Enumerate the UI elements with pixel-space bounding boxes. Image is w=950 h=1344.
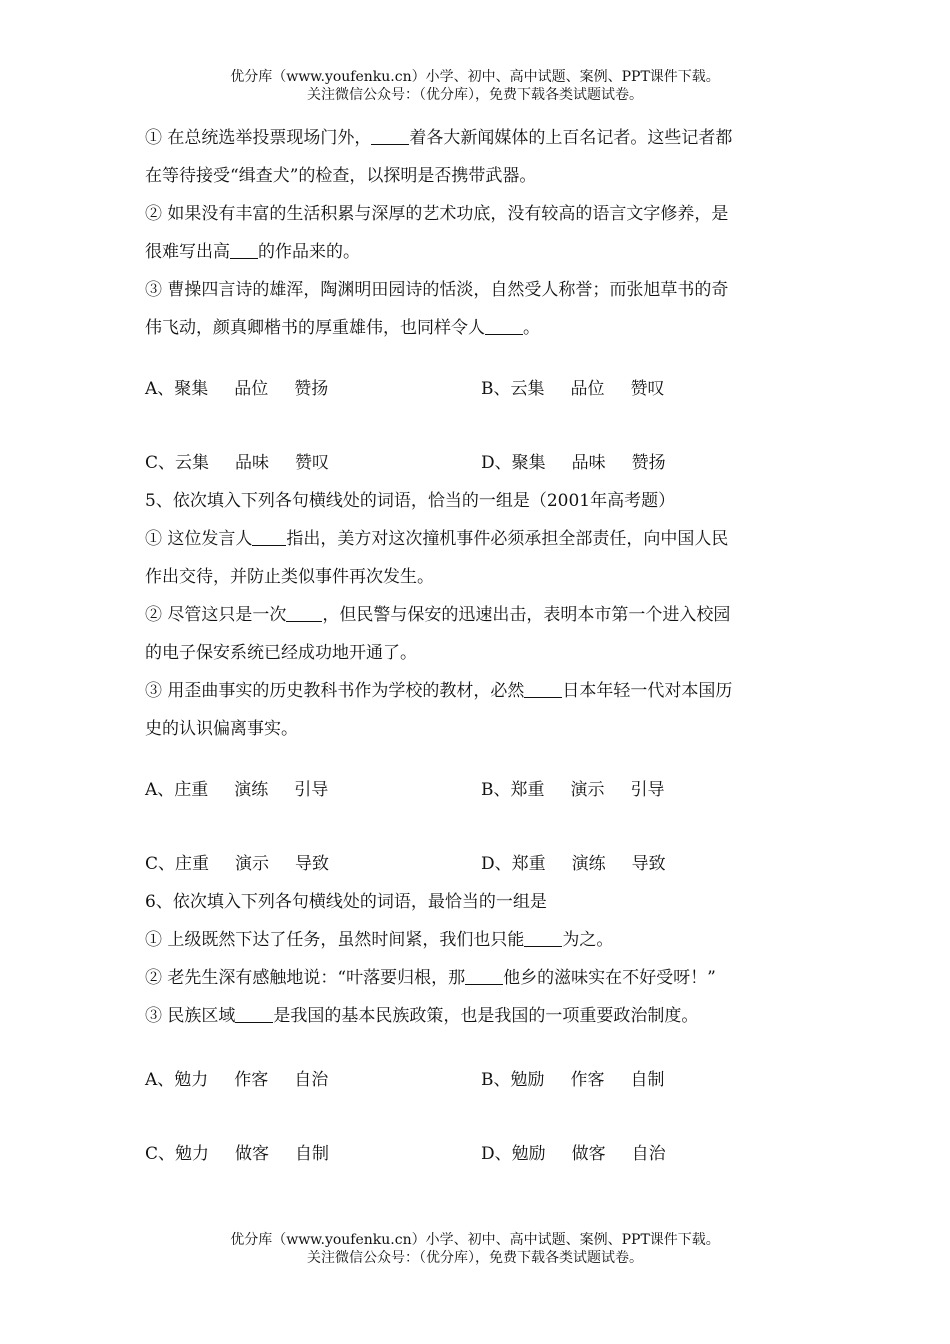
q4-sentence-3a: ③ 曹操四言诗的雄浑，陶渊明田园诗的恬淡，自然受人称誉；而张旭草书的奇 (145, 280, 729, 300)
page-footer (0, 1231, 950, 1267)
footer-line-2: 关注微信公众号：（优分库），免费下载各类试题试卷。 (307, 1250, 643, 1266)
blank-line (485, 316, 523, 335)
q5-options-row-1 (145, 771, 815, 809)
q4-sentence-1a: ① 在总统选举投票现场门外， 着各大新闻媒体的上百名记者。这些记者都 (145, 128, 733, 148)
blank-line (286, 603, 322, 622)
q5-sentence-2b: 的电子保安系统已经成功地开通了。 (145, 643, 417, 663)
q4-sentence-3b: 伟飞动，颜真卿楷书的厚重雄伟，也同样令人 。 (145, 318, 540, 338)
option-a[interactable]: A、聚集 品位 赞扬 (145, 379, 329, 399)
option-d[interactable]: D、勉励 做客 自治 (481, 1144, 666, 1164)
option-a[interactable]: A、庄重 演练 引导 (145, 780, 329, 800)
q5-sentence-2a: ② 尽管这只是一次 ，但民警与保安的迅速出击，表明本市第一个进入校园 (145, 605, 731, 625)
q6-sentence-2: ② 老先生深有感触地说：“叶落要归根，那 他乡的滋味实在不好受呀！” (145, 968, 716, 988)
option-b[interactable]: B、勉励 作客 自制 (481, 1070, 665, 1090)
option-c[interactable]: C、庄重 演示 导致 (145, 854, 330, 874)
footer-line-1: 优分库（www.youfenku.cn）小学、初中、高中试题、案例、PPT课件下载。 (230, 1232, 720, 1248)
option-c[interactable]: C、勉力 做客 自制 (145, 1144, 330, 1164)
q4-options-row-1 (145, 370, 815, 408)
q5-options-row-2 (145, 845, 815, 883)
q5-sentence-3b: 史的认识偏离事实。 (145, 719, 298, 739)
option-d[interactable]: D、郑重 演练 导致 (481, 854, 666, 874)
blank-line (371, 126, 409, 145)
blank-line (230, 240, 258, 259)
q6-sentence-3: ③ 民族区域 是我国的基本民族政策，也是我国的一项重要政治制度。 (145, 1006, 699, 1026)
option-b[interactable]: B、云集 品位 赞叹 (481, 379, 665, 399)
q4-options-row-2 (145, 444, 815, 482)
q4-sentence-2b: 很难写出高 的作品来的。 (145, 242, 360, 262)
q5-sentence-1a: ① 这位发言人 指出，美方对这次撞机事件必须承担全部责任，向中国人民 (145, 529, 729, 549)
blank-line (524, 679, 562, 698)
q6-options-row-2 (145, 1135, 815, 1173)
q6-options-row-1 (145, 1061, 815, 1099)
q6-title: 6、依次填入下列各句横线处的词语，最恰当的一组是 (145, 892, 547, 912)
question-content (145, 119, 815, 1173)
q6-sentence-1: ① 上级既然下达了任务，虽然时间紧，我们也只能 为之。 (145, 930, 614, 950)
q5-sentence-3a: ③ 用歪曲事实的历史教科书作为学校的教材，必然 日本年轻一代对本国历 (145, 681, 733, 701)
option-a[interactable]: A、勉力 作客 自治 (145, 1070, 329, 1090)
q4-sentence-1b: 在等待接受“缉查犬”的检查，以探明是否携带武器。 (145, 166, 537, 186)
header-line-2: 关注微信公众号：（优分库），免费下载各类试题试卷。 (307, 87, 643, 103)
q5-sentence-1b: 作出交待，并防止类似事件再次发生。 (145, 567, 434, 587)
q5-title: 5、依次填入下列各句横线处的词语，恰当的一组是（2001年高考题） (145, 491, 676, 511)
header-line-1: 优分库（www.youfenku.cn）小学、初中、高中试题、案例、PPT课件下载。 (230, 69, 720, 85)
q4-sentence-2a: ② 如果没有丰富的生活积累与深厚的艺术功底，没有较高的语言文字修养，是 (145, 204, 729, 224)
page-header (0, 68, 950, 104)
option-d[interactable]: D、聚集 品味 赞扬 (481, 453, 666, 473)
option-b[interactable]: B、郑重 演示 引导 (481, 780, 665, 800)
blank-line (524, 928, 562, 947)
blank-line (235, 1004, 273, 1023)
blank-line (252, 527, 286, 546)
option-c[interactable]: C、云集 品味 赞叹 (145, 453, 330, 473)
blank-line (465, 966, 503, 985)
